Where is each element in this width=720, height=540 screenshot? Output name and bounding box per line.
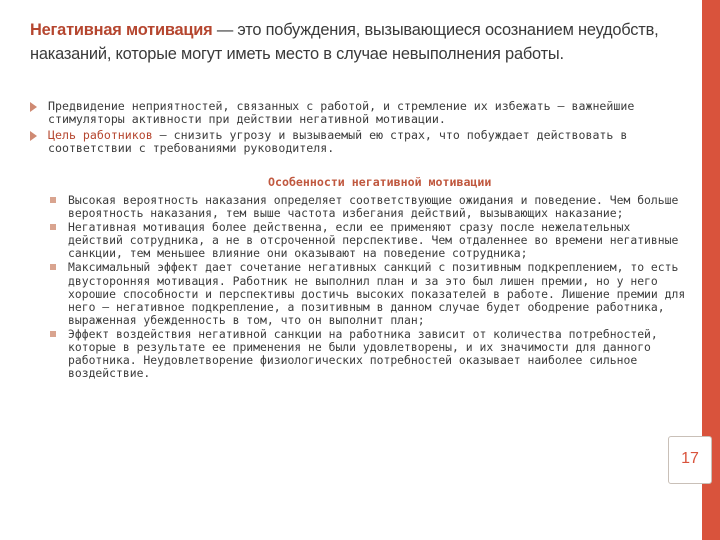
section-subheading: Особенности негативной мотивации [268, 175, 492, 189]
page-number: 17 [681, 450, 699, 467]
list-item-text: Негативная мотивация более действенна, если ее применяют сразу после нежелательных действий сотрудника, а не в отсроченной перспективе. Чем отдаленнее во времени негативные санкции, тем меньшее влияние они оказывают на поведение сотрудника; [68, 220, 679, 261]
title-definition: — это побуждения, вызывающиеся осознанием неудобств, наказаний, которые могут иметь место в случае невыполнения работы. [30, 21, 659, 63]
square-bullet-icon [50, 264, 56, 270]
features-list [48, 194, 688, 381]
page-number-badge [668, 436, 712, 484]
list-item-text: Максимальный эффект дает сочетание негативных санкций с позитивным подкреплением, то есть двусторонняя мотивация. Работник не выполнил план и за это был лишен премии, но у него хорошие способности и перспективы достичь высоких показателей в работе. Лишение премии для него — негативное подкрепление, а позитивным в данном случае будет ободрение работника, выраженная убежденность в том, что он выполнит план; [68, 260, 686, 327]
main-bullet-list [30, 100, 680, 158]
arrow-bullet-icon [30, 102, 37, 112]
slide-title [30, 18, 670, 66]
list-item-text: Эффект воздействия негативной санкции на работника зависит от количества потребностей, которые в результате ее применения не были удовлетворены, и их значимости для данного работника. Неудовлетворение физиологических потребностей оказывает наиболее сильное воздействие. [68, 326, 658, 381]
list-item [48, 194, 688, 220]
bullet-text: Предвидение неприятностей, связанных с работой, и стремление их избежать — важнейшие стимуляторы активности при действии негативной мотивации. [48, 99, 635, 127]
bullet-lead: Цель работников [48, 127, 153, 142]
arrow-bullet-icon [30, 131, 37, 141]
square-bullet-icon [50, 224, 56, 230]
list-item-text: Высокая вероятность наказания определяет соответствующие ожидания и поведение. Чем больше вероятность наказания, тем выше частота избегания действий, вызывающих наказание; [68, 193, 679, 221]
square-bullet-icon [50, 197, 56, 203]
bullet-text: — снизить угрозу и вызываемый ею страх, что побуждает действовать в соответствии с требованиями руководителя. [48, 127, 628, 156]
title-accent: Негативная мотивация [30, 21, 213, 39]
bullet-item [30, 129, 680, 156]
list-item [48, 328, 688, 380]
bullet-item [30, 100, 680, 127]
list-item [48, 221, 688, 260]
list-item [48, 261, 688, 326]
square-bullet-icon [50, 331, 56, 337]
